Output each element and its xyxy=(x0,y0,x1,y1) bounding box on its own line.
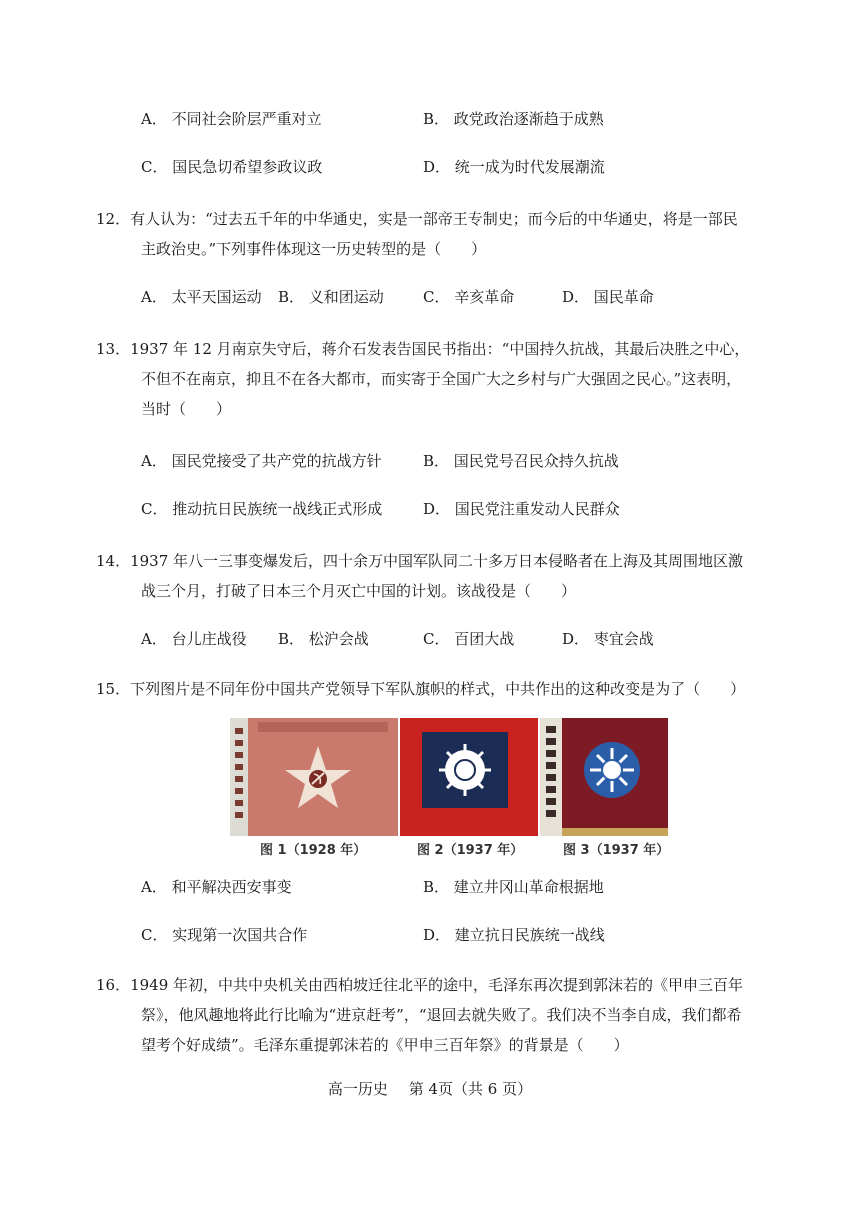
figure-3-caption: 图 3（1937 年） xyxy=(563,843,670,858)
footer-subject: 高一历史 xyxy=(327,1080,388,1098)
q13-stem-line1: 13．1937 年 12 月南京失守后，蒋介石发表告国民书指出：“中国持久抗战，其最后决胜之中心， xyxy=(96,340,750,358)
q13-option-b: B． 国民党号召民众持久抗战 xyxy=(423,452,619,470)
sun-emblem-flag-icon xyxy=(540,718,668,836)
q14-stem-line1: 14．1937 年八一三事变爆发后，四十余万中国军队同二十多万日本侵略者在上海及其周围地区激 xyxy=(96,552,744,570)
q15-option-d: D． 建立抗日民族统一战线 xyxy=(423,926,605,944)
q12-stem-line1: 12．有人认为：“过去五千年的中华通史，实是一部帝王专制史；而今后的中华通史，将是一部民 xyxy=(96,210,738,228)
q12-option-c: C． 辛亥革命 xyxy=(423,288,515,306)
q14-option-a: A． 台儿庄战役 xyxy=(141,630,247,648)
q16-stem-line2: 祭》，他风趣地将此行比喻为“进京赶考”，“退回去就失败了。我们决不当李自成，我们都希 xyxy=(141,1006,742,1024)
q11-option-b: B． 政党政治逐渐趋于成熟 xyxy=(423,110,604,128)
q12-option-a: A． 太平天国运动 xyxy=(141,288,262,306)
q12-stem-line2: 主政治史。”下列事件体现这一历史转型的是（ ） xyxy=(141,240,487,258)
q13-option-d: D． 国民党注重发动人民群众 xyxy=(423,500,620,518)
q15-stem-line1: 15．下列图片是不同年份中国共产党领导下军队旗帜的样式，中共作出的这种改变是为了（ ） xyxy=(96,680,746,698)
q12-option-b: B． 义和团运动 xyxy=(278,288,384,306)
sun-canton-flag-icon xyxy=(400,718,538,836)
q13-option-c: C． 推动抗日民族统一战线正式形成 xyxy=(141,500,383,518)
page-footer xyxy=(0,1078,860,1100)
q14-option-d: D． 枣宜会战 xyxy=(562,630,654,648)
flag-1937-a-image xyxy=(400,718,538,836)
q16-stem-line3: 望考个好成绩”。毛泽东重提郭沫若的《甲申三百年祭》的背景是（ ） xyxy=(141,1036,629,1054)
q11-option-a: A． 不同社会阶层严重对立 xyxy=(141,110,322,128)
q12-option-d: D． 国民革命 xyxy=(562,288,654,306)
q13-option-a: A． 国民党接受了共产党的抗战方针 xyxy=(141,452,382,470)
footer-page-number: 第 4页（共 6 页） xyxy=(408,1080,533,1098)
flag-1928-image xyxy=(230,718,398,836)
q14-stem-line2: 战三个月，打破了日本三个月灭亡中国的计划。该战役是（ ） xyxy=(141,582,577,600)
q15-option-a: A． 和平解决西安事变 xyxy=(141,878,292,896)
figure-1-caption: 图 1（1928 年） xyxy=(260,843,367,858)
q13-stem-line2: 不但不在南京，抑且不在各大都市，而实寄于全国广大之乡村与广大强固之民心。”这表明， xyxy=(141,370,742,388)
q11-option-c: C． 国民急切希望参政议政 xyxy=(141,158,323,176)
q14-option-c: C． 百团大战 xyxy=(423,630,515,648)
red-star-flag-icon xyxy=(230,718,398,836)
q14-option-b: B． 松沪会战 xyxy=(278,630,369,648)
q16-stem-line1: 16．1949 年初，中共中央机关由西柏坡迁往北平的途中，毛泽东再次提到郭沫若的《甲申三百年 xyxy=(96,976,744,994)
flag-1937-b-image xyxy=(540,718,668,836)
q11-option-d: D． 统一成为时代发展潮流 xyxy=(423,158,605,176)
q15-option-b: B． 建立井冈山革命根据地 xyxy=(423,878,604,896)
flag-figure xyxy=(230,718,668,860)
q15-option-c: C． 实现第一次国共合作 xyxy=(141,926,308,944)
q13-stem-line3: 当时（ ） xyxy=(141,400,232,418)
figure-2-caption: 图 2（1937 年） xyxy=(417,843,524,858)
